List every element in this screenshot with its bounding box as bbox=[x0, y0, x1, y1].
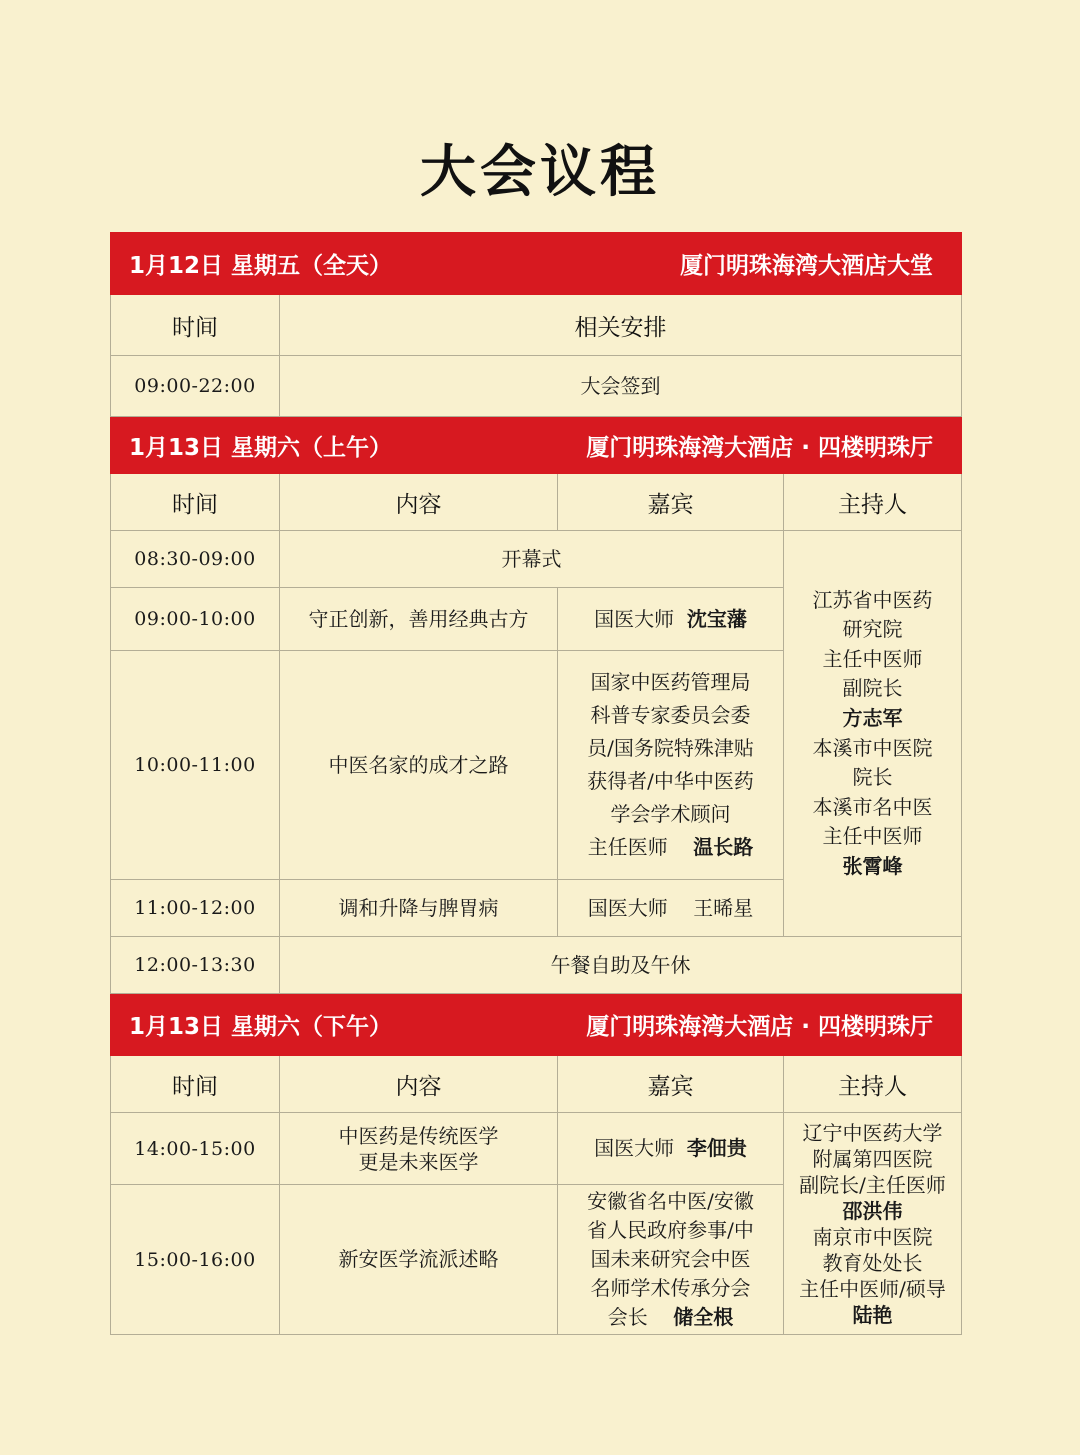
header-time: 时间 bbox=[111, 474, 280, 531]
row-guest bbox=[558, 1113, 784, 1185]
host-line: 辽宁中医药大学 bbox=[802, 1120, 943, 1145]
row-time: 08:30-09:00 bbox=[111, 531, 280, 588]
host-line: 副院长/主任医师 bbox=[799, 1172, 946, 1197]
table-row bbox=[111, 356, 962, 417]
guest-title: 会长 bbox=[607, 1305, 648, 1329]
guest-name: 王晞星 bbox=[693, 895, 754, 920]
section-venue: 厦门明珠海湾大酒店 · 四楼明珠厅 bbox=[558, 994, 962, 1056]
content-line: 中医药是传统医学 bbox=[338, 1123, 499, 1148]
guest-name: 沈宝藩 bbox=[686, 606, 747, 631]
host-name: 邵洪伟 bbox=[842, 1198, 903, 1223]
guest-name: 李佃贵 bbox=[686, 1136, 747, 1160]
guest-line: 省人民政府参事/中 bbox=[587, 1218, 754, 1242]
section-venue: 厦门明珠海湾大酒店大堂 bbox=[558, 233, 962, 295]
table-row bbox=[111, 1113, 962, 1185]
guest-line: 科普专家委员会委 bbox=[590, 703, 751, 727]
row-time: 12:00-13:30 bbox=[111, 937, 280, 994]
row-time: 10:00-11:00 bbox=[111, 651, 280, 880]
section-date: 1月13日 星期六（上午） bbox=[111, 417, 558, 474]
column-headers bbox=[111, 474, 962, 531]
header-arrangement: 相关安排 bbox=[280, 295, 962, 356]
host-name: 张霄峰 bbox=[842, 853, 903, 878]
column-headers bbox=[111, 295, 962, 356]
row-content: 大会签到 bbox=[280, 356, 962, 417]
header-time: 时间 bbox=[111, 1056, 280, 1113]
section-venue: 厦门明珠海湾大酒店 · 四楼明珠厅 bbox=[558, 417, 962, 474]
host-name: 方志军 bbox=[842, 705, 903, 730]
host-cell bbox=[784, 531, 962, 937]
guest-title: 国医大师 bbox=[587, 895, 668, 920]
row-time: 11:00-12:00 bbox=[111, 880, 280, 937]
header-content: 内容 bbox=[280, 1056, 558, 1113]
host-line: 附属第四医院 bbox=[812, 1146, 933, 1171]
row-content: 守正创新，善用经典古方 bbox=[280, 588, 558, 651]
guest-line: 员/国务院特殊津贴 bbox=[587, 736, 754, 760]
header-host: 主持人 bbox=[784, 474, 962, 531]
guest-line: 获得者/中华中医药 bbox=[587, 769, 754, 793]
row-content: 调和升降与脾胃病 bbox=[280, 880, 558, 937]
row-time: 14:00-15:00 bbox=[111, 1113, 280, 1185]
guest-name: 温长路 bbox=[693, 835, 754, 859]
guest-line: 国未来研究会中医 bbox=[590, 1247, 751, 1271]
header-host: 主持人 bbox=[784, 1056, 962, 1113]
guest-line: 名师学术传承分会 bbox=[590, 1276, 751, 1300]
host-line: 副院长 bbox=[842, 676, 903, 701]
guest-line: 安徽省名中医/安徽 bbox=[587, 1189, 754, 1213]
host-line: 南京市中医院 bbox=[812, 1224, 933, 1249]
section-date: 1月12日 星期五（全天） bbox=[111, 233, 558, 295]
content-line: 更是未来医学 bbox=[358, 1149, 479, 1174]
host-line: 院长 bbox=[852, 765, 893, 790]
row-guest bbox=[558, 880, 784, 937]
row-content bbox=[280, 1113, 558, 1185]
table-row bbox=[111, 531, 962, 588]
host-line: 主任中医师 bbox=[822, 824, 923, 849]
row-guest bbox=[558, 588, 784, 651]
guest-title: 国医大师 bbox=[594, 606, 675, 631]
row-guest bbox=[558, 651, 784, 880]
row-content: 中医名家的成才之路 bbox=[280, 651, 558, 880]
section-date: 1月13日 星期六（下午） bbox=[111, 994, 558, 1056]
guest-title: 国医大师 bbox=[594, 1136, 675, 1160]
header-guest: 嘉宾 bbox=[558, 474, 784, 531]
guest-name: 储全根 bbox=[673, 1305, 734, 1329]
header-content: 内容 bbox=[280, 474, 558, 531]
page-title: 大会议程 bbox=[420, 140, 660, 205]
row-guest bbox=[558, 1185, 784, 1335]
guest-line: 学会学术顾问 bbox=[610, 802, 731, 826]
section-header-day1 bbox=[111, 233, 962, 295]
row-time: 09:00-22:00 bbox=[111, 356, 280, 417]
section-header-day2-pm bbox=[111, 994, 962, 1056]
host-line: 主任中医师/硕导 bbox=[799, 1276, 946, 1301]
row-time: 15:00-16:00 bbox=[111, 1185, 280, 1335]
section-header-day2-am bbox=[111, 417, 962, 474]
host-line: 江苏省中医药 bbox=[812, 587, 933, 612]
header-guest: 嘉宾 bbox=[558, 1056, 784, 1113]
row-content: 新安医学流派述略 bbox=[280, 1185, 558, 1335]
host-line: 教育处处长 bbox=[822, 1250, 923, 1275]
guest-line: 国家中医药管理局 bbox=[590, 670, 751, 694]
host-name: 陆艳 bbox=[852, 1302, 893, 1327]
host-line: 研究院 bbox=[842, 617, 903, 642]
header-time: 时间 bbox=[111, 295, 280, 356]
column-headers bbox=[111, 1056, 962, 1113]
host-cell bbox=[784, 1113, 962, 1335]
host-line: 本溪市名中医 bbox=[812, 794, 933, 819]
agenda-table bbox=[110, 232, 961, 1335]
table-row bbox=[111, 937, 962, 994]
row-content: 午餐自助及午休 bbox=[280, 937, 962, 994]
row-time: 09:00-10:00 bbox=[111, 588, 280, 651]
host-line: 本溪市中医院 bbox=[812, 735, 933, 760]
guest-title: 主任医师 bbox=[587, 835, 668, 859]
host-line: 主任中医师 bbox=[822, 646, 923, 671]
row-content: 开幕式 bbox=[280, 531, 784, 588]
